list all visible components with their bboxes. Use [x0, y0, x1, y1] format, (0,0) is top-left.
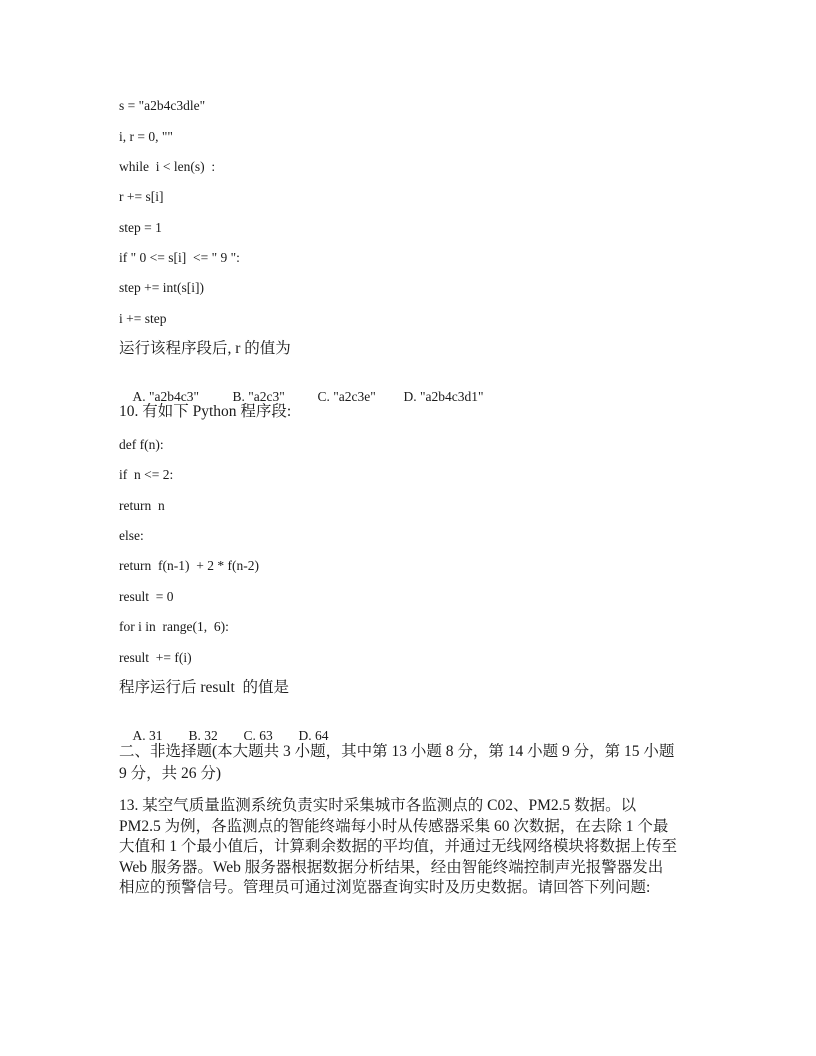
option-d: D. "a2b4c3d1" [403, 389, 484, 404]
paragraph-line: 大值和 1 个最小值后，计算剩余数据的平均值，并通过无线网络模块将数据上传至 [119, 838, 678, 855]
code-line: result = 0 [119, 589, 174, 604]
question-heading: 10. 有如下 Python 程序段: [119, 403, 292, 420]
section-heading [119, 741, 699, 785]
option-b: B. 32 [188, 728, 218, 743]
code-line: step = 1 [119, 220, 162, 235]
option-b: B. "a2c3" [232, 389, 285, 404]
code-line: return n [119, 498, 165, 513]
option-c: C. "a2c3e" [317, 389, 376, 404]
code-line: return f(n-1) + 2 * f(n-2) [119, 558, 259, 573]
section-heading-line: 9 分，共 26 分) [119, 765, 222, 782]
code-line: for i in range(1, 6): [119, 619, 229, 634]
code-line: i, r = 0, "" [119, 129, 173, 144]
section-heading-line: 二、非选择题(本大题共 3 小题，其中第 13 小题 8 分，第 14 小题 9 分，第 15 小题 [119, 743, 675, 760]
code-line: step += int(s[i]) [119, 280, 204, 295]
option-d: D. 64 [298, 728, 329, 743]
question-prompt: 运行该程序段后, r 的值为 [119, 340, 291, 357]
code-line: r += s[i] [119, 189, 164, 204]
code-line: i += step [119, 311, 167, 326]
code-line: else: [119, 528, 144, 543]
paragraph-line: PM2.5 为例，各监测点的智能终端每小时从传感器采集 60 次数据，在去除 1 个最 [119, 817, 669, 835]
code-line: if " 0 <= s[i] <= " 9 ": [119, 250, 240, 265]
question-prompt: 程序运行后 result 的值是 [119, 679, 290, 696]
code-line: if n <= 2: [119, 467, 174, 482]
code-line: def f(n): [119, 437, 164, 452]
option-a: A. "a2b4c3" [132, 389, 200, 404]
paragraph-line: 相应的预警信号。管理员可通过浏览器查询实时及历史数据。请回答下列问题: [119, 879, 651, 896]
code-line: result += f(i) [119, 650, 192, 665]
option-a: A. 31 [132, 728, 163, 743]
paragraph-line: Web 服务器。Web 服务器根据数据分析结果，经由智能终端控制声光报警器发出 [119, 858, 664, 876]
code-line: while i < len(s) : [119, 159, 216, 174]
code-line: s = "a2b4c3dle" [119, 98, 206, 113]
option-c: C. 63 [243, 728, 273, 743]
question-13-paragraph [119, 796, 699, 899]
paragraph-line: 13. 某空气质量监测系统负责实时采集城市各监测点的 C02、PM2.5 数据。以 [119, 797, 637, 814]
